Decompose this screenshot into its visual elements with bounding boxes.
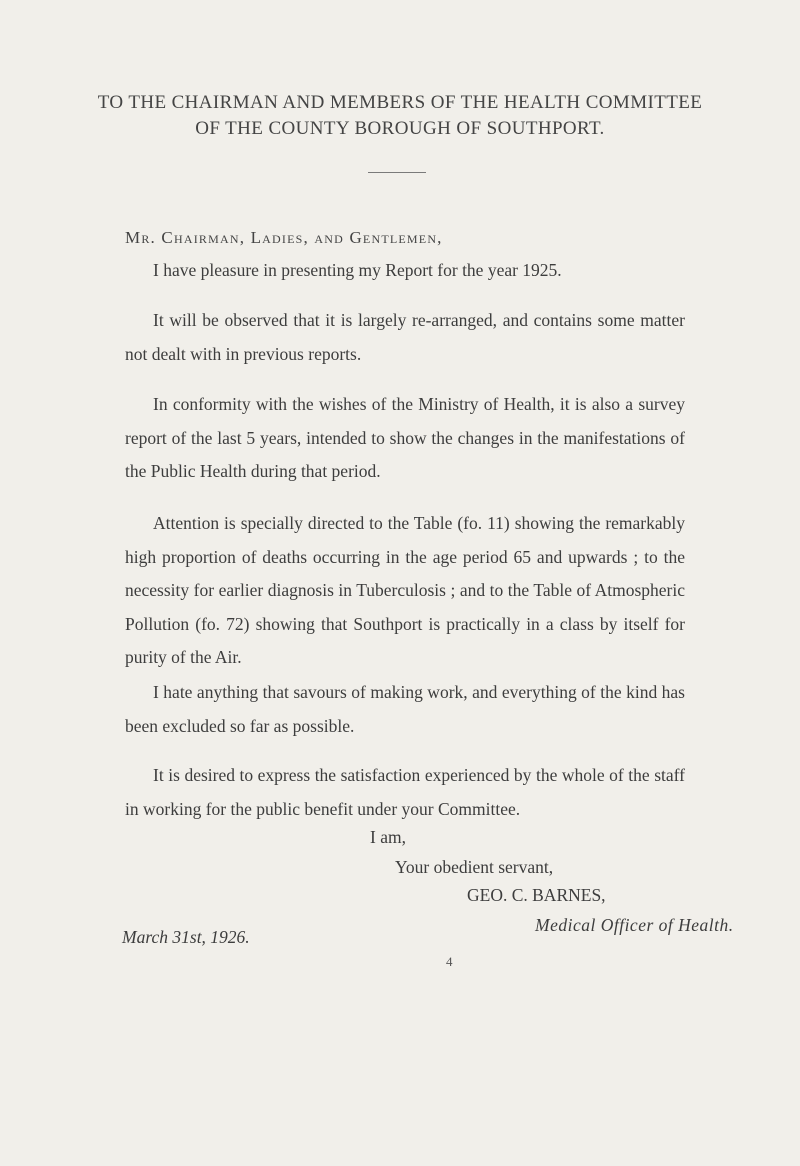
paragraph-report-intro: I have pleasure in presenting my Report for the year 1925. <box>153 260 562 280</box>
salutation: Mr. Chairman, Ladies, and Gentlemen, <box>125 228 443 247</box>
closing-i-am: I am, <box>370 827 406 847</box>
address-heading-line-1: TO THE CHAIRMAN AND MEMBERS OF THE HEALTH COMMITTEE <box>97 92 703 113</box>
address-heading-line-2: OF THE COUNTY BOROUGH OF SOUTHPORT. <box>195 118 605 139</box>
letter-date: March 31st, 1926. <box>122 927 250 947</box>
paragraph-rearranged: It will be observed that it is largely re-arranged, and contains some matter not dealt with in previous reports. <box>125 310 685 364</box>
paragraph-survey-report: In conformity with the wishes of the Ministry of Health, it is also a survey report of the last 5 years, intended to show the changes in the manifestations of the Public Health during that period. <box>125 394 685 481</box>
signature-name: GEO. C. BARNES, <box>467 885 606 905</box>
divider-rule <box>368 172 426 173</box>
paragraph-staff-satisfaction: It is desired to express the satisfaction experienced by the whole of the staff in working for the public benefit under your Committee. <box>125 765 685 819</box>
page-number: 4 <box>446 954 453 969</box>
signature-title: Medical Officer of Health. <box>535 915 734 935</box>
paragraph-making-work: I hate anything that savours of making work, and everything of the kind has been excluded so far as possible. <box>125 682 685 736</box>
paragraph-attention: Attention is specially directed to the Table (fo. 11) showing the remarkably high proportion of deaths occurring in the age period 65 and upwards ; to the necessity for earlier diagnosis in Tuberculosis ; and to the Table of Atmospheric Pollution (fo. 72) showing that Southport is practically in a class by itself for purity of the Air. <box>125 513 685 667</box>
closing-obedient-servant: Your obedient servant, <box>395 857 554 877</box>
